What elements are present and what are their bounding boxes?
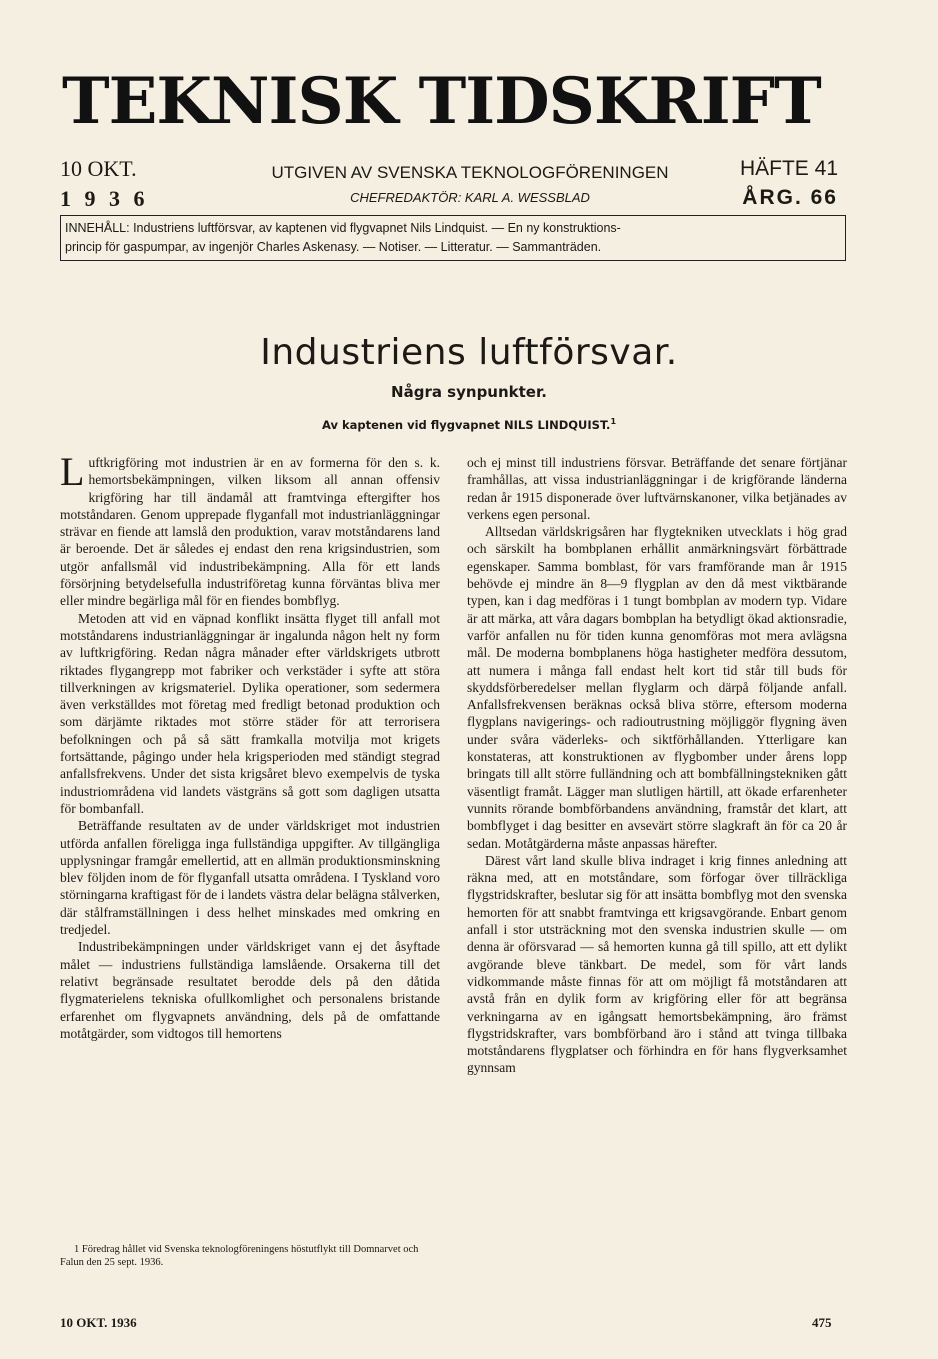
issue-number: HÄFTE 41	[739, 157, 838, 180]
article-column-right	[467, 454, 847, 1077]
footnote-marker: 1	[610, 417, 617, 426]
masthead-title: TEKNISK TIDSKRIFT	[62, 64, 821, 139]
drop-cap: L	[60, 449, 85, 494]
paragraph: Industribekämpningen under världskriget vann ej det åsyftade målet — industriens fullständiga lamslående. Orsakerna till det relativt begränsade resultatet berodde dels på den dåtida flygmaterielens tekniska ofullkomlighet och personalens bristande erfarenhet om flygvapnets användning, dels på de omfattande motåtgärder, som vidtogos till hemortens	[60, 939, 440, 1041]
paragraph: och ej minst till industriens försvar. Beträffande det senare förtjänar framhållas, att vissa industrianläggningar i de krigförande länderna redan år 1915 disponerade över luftvärnskanoner, vilka betjänades av verkens egen personal.	[467, 455, 847, 522]
paragraph-text: uftkrigföring mot industrien är en av formerna för den s. k. hemortsbekämpningen, vilken liksom all annan offensiv krigföring har till ändamål att framtvinga eftergifter hos motståndaren. Genom upprepade flyganfall mot industrianläggningar strävar en fiende att lamslå den produktion, varav motståndarens land är beroende. Det är således ej endast den rena krigsindustrien, som utgör anfallsmål vid industribekämpning. Alla för ett lands försörjning betydelsefulla industriföretag kunna förväntas bliva mer eller mindre begärliga mål för en fiendes bombflyg.	[60, 455, 440, 609]
page-number: 475	[812, 1315, 832, 1330]
paragraph	[60, 449, 440, 610]
editor-line: CHEFREDAKTÖR: KARL A. WESSBLAD	[350, 190, 590, 205]
contents-line: INNEHÅLL: Industriens luftförsvar, av kaptenen vid flygvapnet Nils Lindquist. — En ny konstruktions-	[65, 221, 621, 235]
paragraph: Alltsedan världskrigsåren har flygtekniken utvecklats i hög grad och särskilt ha bombplanen erhållit anmärkningsvärt förbättrade egenskaper. Samma bomblast, för vars framförande man år 1915 behövde ej mindre än 8—9 flygplan av den då mest viktbärande typen, kan i dag medföras i 1 tungt bombplan av modern typ. Vidare är att märka, att våra dagars bombplan ha betydligt ökad aktionsradie, varför anfallen nu för tiden kunna genomföras mot mera avlägsna mål. De moderna bombplanens höga hastigheter medföra dessutom, att numera i många fall endast helt kort tid står till buds för skyddsförberedelser mellan flyglarm och därpå följande anfall. Anfallsfrekvensen beräknas också bliva större, eftersom moderna flygplans navigerings- och radioutrustning möjliggör flygning även under svåra väderleks- och siktförhållanden. Ytterligare kan konstateras, att konstruktionen av flygbomber under årens lopp bringats till allt större fulländning och att bombfällningstekniken gått väsentligt framåt. Lägger man slutligen härtill, att ökade erfarenheter vunnits rörande bombförbandens användning, framstår det klart, att bombflyget i dag besitter en avsevärt större slagkraft än för ca 20 år sedan. Motåtgärderna måste anpassas härefter.	[467, 524, 847, 851]
contents-line: princip för gaspumpar, av ingenjör Charles Askenasy. — Notiser. — Litteratur. — Sammanträden.	[65, 240, 602, 254]
paragraph: Därest vårt land skulle bliva indraget i krig finnes anledning att räkna med, att en motståndare, som förfogar över tillräckliga flygstridskrafter, beslutar sig för att insätta bombflyg mot den svenska hemorten för att snabbt framtvinga ett krigsavgörande. Enbart genom anfall i stor utsträckning mot den svenska industrien skulle — om denna är oförsvarad — så hemorten kunna gå till spillo, att ett dylikt avgörande bleve tänkbart. De medel, som för vårt lands vidkommande måste finnas för att om möjligt få motståndaren att avstå från en dylik form av krigföring eller för att begränsa verkningarna av en igångsatt hemortsbekämpning, äro främst flygstridskrafter, vars bombförband äro i stånd att tvinga tillbaka motståndarens flygplatser och förhindra en för hans flygverksamhet gynnsam	[467, 852, 847, 1076]
publisher-line: UTGIVEN AV SVENSKA TEKNOLOGFÖRENINGEN	[271, 163, 669, 182]
article-title: Industriens luftförsvar.	[260, 332, 678, 373]
issue-date-day: 10 OKT.	[60, 156, 137, 181]
article-column-left	[60, 449, 440, 1042]
paragraph: Beträffande resultaten av de under världskriget mot industrien utförda anfallen föreligga inga fullständiga uppgifter. Av tillgängliga upplysningar framgår emellertid, att en allmän produktionsminskning blev följden inom de för flyganfall utsatta områdena. I Tyskland voro störningarna kraftigast för de i landets västra delar belägna stålverken, där stålframställningen i dess helhet minskades med omkring en tredjedel.	[60, 818, 440, 938]
footnote: 1 Föredrag hållet vid Svenska teknologföreningens höstutflykt till Domnarvet och Falun den 25 sept. 1936.	[60, 1244, 419, 1268]
issue-date-year: 1 9 3 6	[60, 186, 149, 211]
article-subtitle: Några synpunkter.	[391, 383, 547, 401]
contents-box	[60, 215, 846, 261]
paragraph: Metoden att vid en väpnad konflikt insätta flyget till anfall mot motståndarens industrianläggningar är ingalunda någon helt ny form av luftkrigföring. Redan några månader efter världskrigets utbrott riktades flygangrepp mot fabriker och verkstäder i syfte att störa tillverkningen av krigsmateriel. Dylika operationer, som sedermera även verkställdes mot företag med fredligt betonad produktion och som därjämte riktades mot större städer för att terrorisera befolkningen och på så sätt framkalla motvilja mot krigets fortsättande, pågingo under hela krigsperioden med ständigt stegrad anfallsfrekvens. Under det sista krigsåret blevo exempelvis de tyska industriområdena vid landets västgräns så gott som dagligen utsatta för bombanfall.	[60, 610, 440, 816]
article-byline	[0, 417, 938, 432]
volume-number: ÅRG. 66	[742, 186, 838, 209]
footer-date: 10 OKT. 1936	[60, 1315, 137, 1330]
byline-text: Av kaptenen vid flygvapnet NILS LINDQUIST.	[321, 417, 611, 432]
